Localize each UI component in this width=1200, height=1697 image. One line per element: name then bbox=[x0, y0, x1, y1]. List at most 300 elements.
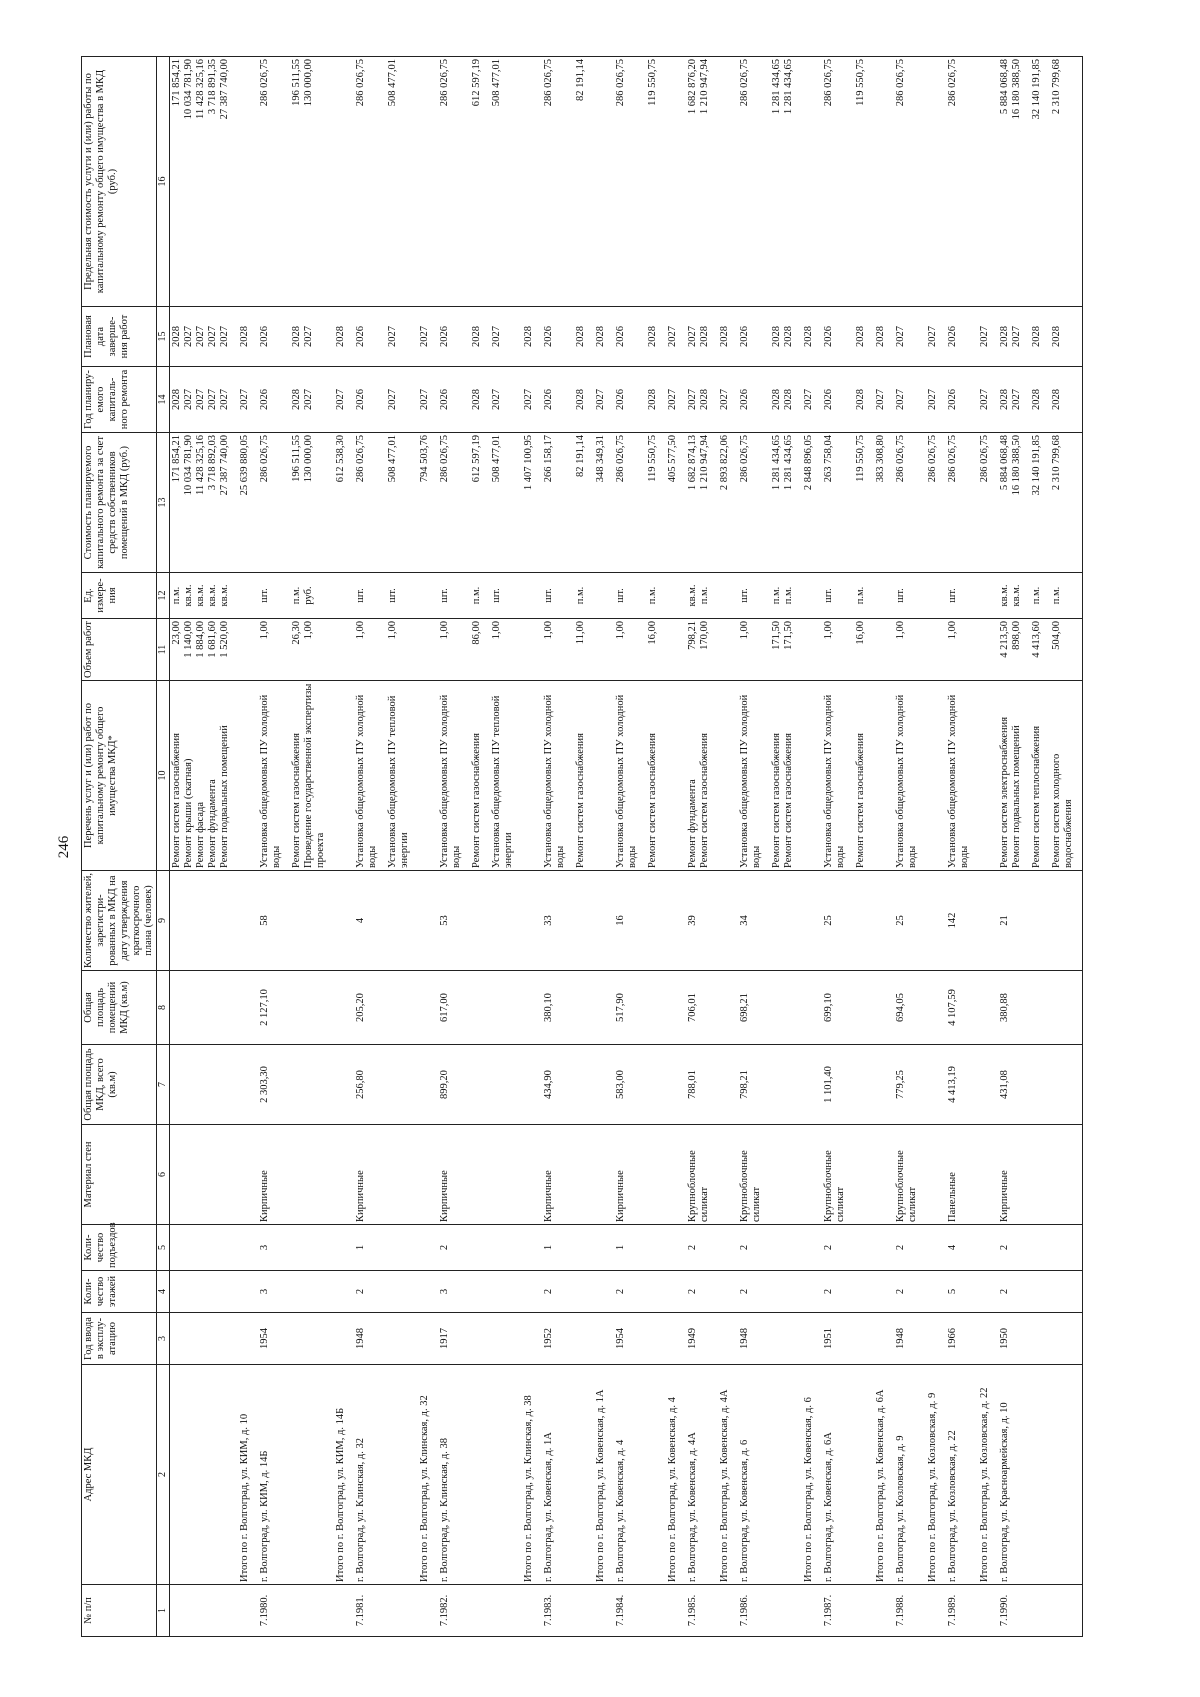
cell-residents bbox=[238, 871, 258, 971]
cell-repair-cost: 2 848 896,05 bbox=[802, 433, 822, 573]
table-row bbox=[334, 57, 354, 1637]
cell-residents bbox=[770, 871, 802, 971]
cell-completion-date: 2026 bbox=[258, 307, 290, 367]
cell-completion-date: 2026 bbox=[614, 307, 646, 367]
cell-premises-area bbox=[290, 971, 334, 1045]
cell-floors: 2 bbox=[542, 1271, 574, 1313]
column-number: 12 bbox=[157, 573, 170, 619]
cell-entrances bbox=[418, 1225, 438, 1271]
cell-year-built bbox=[854, 1313, 874, 1365]
cell-entrances bbox=[522, 1225, 542, 1271]
cell-works-list: Установка общедомовых ПУ холодной воды bbox=[354, 681, 386, 871]
cell-completion-date: 2028 2028 bbox=[770, 307, 802, 367]
cell-works-list: Установка общедомовых ПУ холодной воды bbox=[438, 681, 470, 871]
cell-work-volume bbox=[926, 619, 946, 681]
cell-row-number: 7.1989. bbox=[946, 1585, 978, 1637]
cell-completion-date: 2027 bbox=[666, 307, 686, 367]
cell-row-number bbox=[926, 1585, 946, 1637]
table-row bbox=[978, 57, 998, 1637]
cell-wall-material bbox=[874, 1125, 894, 1225]
cell-residents: 21 bbox=[998, 871, 1030, 971]
cell-floors: 2 bbox=[354, 1271, 386, 1313]
cell-repair-year: 2028 bbox=[854, 367, 874, 433]
cell-completion-date: 2028 bbox=[522, 307, 542, 367]
cell-wall-material: Кирпичные bbox=[998, 1125, 1030, 1225]
cell-total-area: 1 101,40 bbox=[822, 1045, 854, 1125]
table-row bbox=[522, 57, 542, 1637]
cell-total-area bbox=[574, 1045, 594, 1125]
cell-unit: кв.м. п.м. bbox=[686, 573, 718, 619]
cell-wall-material bbox=[290, 1125, 334, 1225]
cell-repair-cost: 119 550,75 bbox=[646, 433, 666, 573]
cell-work-volume bbox=[522, 619, 542, 681]
cell-cost-limit: 286 026,75 bbox=[258, 57, 290, 307]
cell-completion-date: 2028 bbox=[594, 307, 614, 367]
cell-entrances bbox=[594, 1225, 614, 1271]
cell-residents bbox=[418, 871, 438, 971]
cell-year-built: 1966 bbox=[946, 1313, 978, 1365]
header-cell: Коли-чество этажей bbox=[82, 1271, 157, 1313]
cell-repair-cost: 286 026,75 bbox=[738, 433, 770, 573]
cell-total-area bbox=[666, 1045, 686, 1125]
cell-year-built: 1917 bbox=[438, 1313, 470, 1365]
cell-work-volume: 1,00 bbox=[614, 619, 646, 681]
cell-total-area: 2 303,30 bbox=[258, 1045, 290, 1125]
cell-wall-material bbox=[926, 1125, 946, 1225]
page-number: 246 bbox=[56, 835, 72, 859]
cell-total-area: 256,80 bbox=[354, 1045, 386, 1125]
cell-repair-cost: 1 407 100,95 bbox=[522, 433, 542, 573]
cell-entrances: 1 bbox=[614, 1225, 646, 1271]
cell-row-number bbox=[594, 1585, 614, 1637]
cell-address: г. Волгоград, ул. Красноармейская, д. 10 bbox=[998, 1365, 1030, 1585]
cell-total-area bbox=[802, 1045, 822, 1125]
cell-total-area: 899,20 bbox=[438, 1045, 470, 1125]
header-cell: Общая площадь помещений МКД (кв.м) bbox=[82, 971, 157, 1045]
cell-entrances: 2 bbox=[686, 1225, 718, 1271]
cell-premises-area bbox=[854, 971, 874, 1045]
cell-wall-material bbox=[770, 1125, 802, 1225]
cell-completion-date: 2026 bbox=[822, 307, 854, 367]
cell-unit: шт. bbox=[490, 573, 522, 619]
cell-premises-area: 2 127,10 bbox=[258, 971, 290, 1045]
cell-wall-material bbox=[522, 1125, 542, 1225]
cell-entrances: 2 bbox=[738, 1225, 770, 1271]
cell-work-volume bbox=[334, 619, 354, 681]
cell-cost-limit: 196 511,55 130 000,00 bbox=[290, 57, 334, 307]
cell-year-built bbox=[770, 1313, 802, 1365]
cell-repair-year: 2027 bbox=[802, 367, 822, 433]
cell-residents bbox=[854, 871, 874, 971]
cell-floors bbox=[418, 1271, 438, 1313]
header-cell: Предельная стоимость услуги и (или) работы по капитальному ремонту общего имущества в МКД (руб.) bbox=[82, 57, 157, 307]
cell-cost-limit bbox=[522, 57, 542, 307]
cell-works-list bbox=[926, 681, 946, 871]
cell-works-list: Установка общедомовых ПУ холодной воды bbox=[822, 681, 854, 871]
cell-entrances: 2 bbox=[998, 1225, 1030, 1271]
table-row bbox=[490, 57, 522, 1637]
cell-address: Итого по г. Волгоград, ул. Ковенская, д. 1А bbox=[594, 1365, 614, 1585]
column-number: 5 bbox=[157, 1225, 170, 1271]
cell-row-number: 7.1985. bbox=[686, 1585, 718, 1637]
cell-repair-year: 2027 bbox=[490, 367, 522, 433]
cell-works-list bbox=[718, 681, 738, 871]
cell-cost-limit: 286 026,75 bbox=[438, 57, 470, 307]
cell-unit: п.м. п.м. bbox=[770, 573, 802, 619]
table-row bbox=[718, 57, 738, 1637]
cell-unit bbox=[978, 573, 998, 619]
cell-premises-area bbox=[1030, 971, 1050, 1045]
cell-total-area bbox=[874, 1045, 894, 1125]
cell-repair-year: 2027 bbox=[926, 367, 946, 433]
cell-wall-material: Кирпичные bbox=[438, 1125, 470, 1225]
cell-work-volume: 1,00 bbox=[354, 619, 386, 681]
cell-works-list: Ремонт систем газоснабжения bbox=[646, 681, 666, 871]
cell-total-area: 788,01 bbox=[686, 1045, 718, 1125]
cell-work-volume: 504,00 bbox=[1050, 619, 1083, 681]
cell-premises-area: 4 107,59 bbox=[946, 971, 978, 1045]
cell-works-list: Ремонт систем электроснабжения Ремонт подвальных помещений bbox=[998, 681, 1030, 871]
cell-work-volume: 16,00 bbox=[854, 619, 874, 681]
cell-cost-limit: 5 884 068,48 16 180 388,50 bbox=[998, 57, 1030, 307]
cell-residents: 142 bbox=[946, 871, 978, 971]
cell-work-volume: 26,30 1,00 bbox=[290, 619, 334, 681]
header-cell: Общая площадь МКД, всего (кв.м) bbox=[82, 1045, 157, 1125]
cell-completion-date: 2027 bbox=[386, 307, 418, 367]
cell-floors bbox=[646, 1271, 666, 1313]
cell-cost-limit: 119 550,75 bbox=[646, 57, 666, 307]
cell-year-built bbox=[874, 1313, 894, 1365]
cell-total-area: 779,25 bbox=[894, 1045, 926, 1125]
cell-unit: кв.м. кв.м. bbox=[998, 573, 1030, 619]
cell-completion-date: 2027 bbox=[978, 307, 998, 367]
cell-works-list bbox=[238, 681, 258, 871]
cell-cost-limit: 286 026,75 bbox=[894, 57, 926, 307]
cell-repair-cost: 286 026,75 bbox=[438, 433, 470, 573]
table-row bbox=[998, 57, 1030, 1637]
cell-completion-date: 2027 bbox=[490, 307, 522, 367]
cell-completion-date: 2028 2027 bbox=[998, 307, 1030, 367]
cell-completion-date: 2026 bbox=[354, 307, 386, 367]
column-number: 10 bbox=[157, 681, 170, 871]
cell-floors bbox=[1050, 1271, 1083, 1313]
cell-repair-year: 2027 2028 bbox=[686, 367, 718, 433]
cell-completion-date: 2028 bbox=[574, 307, 594, 367]
cell-repair-cost: 794 503,76 bbox=[418, 433, 438, 573]
cell-repair-cost: 2 893 822,06 bbox=[718, 433, 738, 573]
cell-works-list: Ремонт фундамента Ремонт систем газоснабжения bbox=[686, 681, 718, 871]
cell-row-number bbox=[470, 1585, 490, 1637]
cell-completion-date: 2027 bbox=[926, 307, 946, 367]
cell-wall-material bbox=[238, 1125, 258, 1225]
cell-total-area bbox=[978, 1045, 998, 1125]
column-number: 14 bbox=[157, 367, 170, 433]
cell-address: г. Волгоград, ул. Козловская, д. 9 bbox=[894, 1365, 926, 1585]
cell-year-built bbox=[470, 1313, 490, 1365]
cell-address bbox=[646, 1365, 666, 1585]
cell-works-list: Ремонт систем газоснабжения Ремонт систем газоснабжения bbox=[770, 681, 802, 871]
cell-unit bbox=[802, 573, 822, 619]
cell-work-volume: 1,00 bbox=[542, 619, 574, 681]
cell-cost-limit bbox=[334, 57, 354, 307]
cell-residents bbox=[874, 871, 894, 971]
cell-row-number bbox=[574, 1585, 594, 1637]
cell-works-list: Ремонт систем газоснабжения bbox=[470, 681, 490, 871]
header-cell: Год планиру-емого капиталь-ного ремонта bbox=[82, 367, 157, 433]
cell-premises-area bbox=[522, 971, 542, 1045]
cell-row-number bbox=[854, 1585, 874, 1637]
cell-wall-material bbox=[718, 1125, 738, 1225]
cell-row-number: 7.1986. bbox=[738, 1585, 770, 1637]
cell-cost-limit: 508 477,01 bbox=[490, 57, 522, 307]
cell-row-number: 7.1980. bbox=[258, 1585, 290, 1637]
cell-year-built bbox=[290, 1313, 334, 1365]
cell-address bbox=[290, 1365, 334, 1585]
cell-wall-material bbox=[470, 1125, 490, 1225]
cell-floors: 5 bbox=[946, 1271, 978, 1313]
cell-floors bbox=[854, 1271, 874, 1313]
cell-unit bbox=[522, 573, 542, 619]
cell-year-built: 1954 bbox=[614, 1313, 646, 1365]
cell-total-area bbox=[522, 1045, 542, 1125]
cell-row-number bbox=[290, 1585, 334, 1637]
cell-cost-limit bbox=[666, 57, 686, 307]
cell-year-built bbox=[802, 1313, 822, 1365]
cell-floors bbox=[522, 1271, 542, 1313]
cell-premises-area bbox=[490, 971, 522, 1045]
cell-unit: п.м. bbox=[1050, 573, 1083, 619]
cell-residents bbox=[522, 871, 542, 971]
cell-premises-area bbox=[718, 971, 738, 1045]
cell-premises-area bbox=[470, 971, 490, 1045]
cell-unit: п.м. bbox=[574, 573, 594, 619]
cell-residents: 53 bbox=[438, 871, 470, 971]
column-number: 15 bbox=[157, 307, 170, 367]
cell-floors bbox=[594, 1271, 614, 1313]
cell-premises-area bbox=[574, 971, 594, 1045]
cell-entrances bbox=[666, 1225, 686, 1271]
cell-cost-limit: 508 477,01 bbox=[386, 57, 418, 307]
header-cell: Перечень услуг и (или) работ по капитальному ремонту общего имущества МКД* bbox=[82, 681, 157, 871]
cell-total-area bbox=[334, 1045, 354, 1125]
table-row bbox=[646, 57, 666, 1637]
cell-work-volume bbox=[802, 619, 822, 681]
cell-repair-cost: 612 538,30 bbox=[334, 433, 354, 573]
cell-cost-limit: 2 310 799,68 bbox=[1050, 57, 1083, 307]
cell-year-built: 1952 bbox=[542, 1313, 574, 1365]
cell-address bbox=[854, 1365, 874, 1585]
header-cell: Плановая дата заверше-ния работ bbox=[82, 307, 157, 367]
cell-entrances: 1 bbox=[354, 1225, 386, 1271]
cell-entrances bbox=[770, 1225, 802, 1271]
cell-total-area bbox=[926, 1045, 946, 1125]
cell-entrances bbox=[574, 1225, 594, 1271]
cell-floors bbox=[490, 1271, 522, 1313]
column-number: 4 bbox=[157, 1271, 170, 1313]
cell-work-volume: 1,00 bbox=[822, 619, 854, 681]
cell-year-built bbox=[386, 1313, 418, 1365]
cell-works-list: Ремонт систем газоснабжения Ремонт крыши (скатная) Ремонт фасада Ремонт фундамента Ремонт подвальных помещений bbox=[170, 681, 239, 871]
cell-works-list: Установка общедомовых ПУ тепловой энергии bbox=[386, 681, 418, 871]
cell-unit: шт. bbox=[354, 573, 386, 619]
cell-completion-date: 2028 bbox=[238, 307, 258, 367]
table-row bbox=[802, 57, 822, 1637]
cell-works-list: Ремонт систем газоснабжения bbox=[574, 681, 594, 871]
cell-address: г. Волгоград, ул. Ковенская, д. 1А bbox=[542, 1365, 574, 1585]
cell-wall-material: Крупноблочные силикат bbox=[822, 1125, 854, 1225]
cell-unit: шт. bbox=[438, 573, 470, 619]
cell-floors: 2 bbox=[998, 1271, 1030, 1313]
cell-completion-date: 2028 bbox=[718, 307, 738, 367]
cell-address bbox=[490, 1365, 522, 1585]
cell-cost-limit: 119 550,75 bbox=[854, 57, 874, 307]
cell-completion-date: 2027 bbox=[418, 307, 438, 367]
cell-unit: шт. bbox=[542, 573, 574, 619]
cell-row-number bbox=[418, 1585, 438, 1637]
cell-year-built: 1948 bbox=[738, 1313, 770, 1365]
cell-row-number bbox=[802, 1585, 822, 1637]
cell-works-list: Установка общедомовых ПУ холодной воды bbox=[542, 681, 574, 871]
cell-floors: 2 bbox=[894, 1271, 926, 1313]
cell-wall-material: Крупноблочные силикат bbox=[894, 1125, 926, 1225]
cell-wall-material: Кирпичные bbox=[542, 1125, 574, 1225]
cell-entrances: 1 bbox=[542, 1225, 574, 1271]
cell-unit: п.м. руб. bbox=[290, 573, 334, 619]
table-row bbox=[238, 57, 258, 1637]
cell-repair-year: 2026 bbox=[354, 367, 386, 433]
cell-residents bbox=[490, 871, 522, 971]
cell-year-built bbox=[926, 1313, 946, 1365]
cell-address: г. Волгоград, ул. Ковенская, д. 4А bbox=[686, 1365, 718, 1585]
cell-repair-cost: 1 281 434,65 1 281 434,65 bbox=[770, 433, 802, 573]
header-cell: № п/п bbox=[82, 1585, 157, 1637]
cell-address: Итого по г. Волгоград, ул. Ковенская, д. 6А bbox=[874, 1365, 894, 1585]
cell-cost-limit bbox=[418, 57, 438, 307]
cell-works-list: Ремонт систем холодного водоснабжения bbox=[1050, 681, 1083, 871]
cell-floors bbox=[718, 1271, 738, 1313]
cell-completion-date: 2026 bbox=[946, 307, 978, 367]
cell-residents: 25 bbox=[822, 871, 854, 971]
table-row bbox=[1050, 57, 1083, 1637]
cell-cost-limit: 82 191,14 bbox=[574, 57, 594, 307]
cell-row-number bbox=[718, 1585, 738, 1637]
cell-unit: п.м. bbox=[646, 573, 666, 619]
table-row bbox=[354, 57, 386, 1637]
cell-works-list: Установка общедомовых ПУ холодной воды bbox=[894, 681, 926, 871]
cell-unit bbox=[238, 573, 258, 619]
cell-works-list bbox=[874, 681, 894, 871]
header-cell: Год ввода в эксплу-атацию bbox=[82, 1313, 157, 1365]
cell-address bbox=[770, 1365, 802, 1585]
cell-cost-limit: 32 140 191,85 bbox=[1030, 57, 1050, 307]
cell-premises-area bbox=[386, 971, 418, 1045]
cell-repair-year: 2027 bbox=[386, 367, 418, 433]
cell-work-volume: 1,00 bbox=[738, 619, 770, 681]
cell-residents bbox=[594, 871, 614, 971]
column-number: 7 bbox=[157, 1045, 170, 1125]
header-cell: Адрес МКД bbox=[82, 1365, 157, 1585]
cell-row-number bbox=[874, 1585, 894, 1637]
cell-cost-limit: 286 026,75 bbox=[614, 57, 646, 307]
cell-entrances: 4 bbox=[946, 1225, 978, 1271]
cell-row-number: 7.1988. bbox=[894, 1585, 926, 1637]
cell-entrances: 2 bbox=[438, 1225, 470, 1271]
cell-repair-year: 2028 bbox=[1050, 367, 1083, 433]
cell-wall-material bbox=[170, 1125, 239, 1225]
cell-entrances bbox=[978, 1225, 998, 1271]
cell-premises-area bbox=[170, 971, 239, 1045]
cell-address: Итого по г. Волгоград, ул. КИМ, д. 14Б bbox=[334, 1365, 354, 1585]
cell-wall-material bbox=[854, 1125, 874, 1225]
cell-cost-limit: 171 854,21 10 034 781,90 11 428 325,16 3 718 891,35 27 387 740,00 bbox=[170, 57, 239, 307]
cell-address bbox=[470, 1365, 490, 1585]
cell-total-area bbox=[290, 1045, 334, 1125]
cell-works-list bbox=[666, 681, 686, 871]
header-cell: Количество жителей, зарегистри-рованных в МКД на дату утверждения краткосрочного плана (человек) bbox=[82, 871, 157, 971]
table-row bbox=[574, 57, 594, 1637]
cell-address: Итого по г. Волгоград, ул. Козловская, д. 9 bbox=[926, 1365, 946, 1585]
header-cell: Ед. измере-ния bbox=[82, 573, 157, 619]
cell-works-list: Ремонт систем газоснабжения Проведение государственной экспертизы проекта bbox=[290, 681, 334, 871]
table-row bbox=[926, 57, 946, 1637]
cell-address: г. Волгоград, ул. Ковенская, д. 4 bbox=[614, 1365, 646, 1585]
cell-work-volume: 1,00 bbox=[490, 619, 522, 681]
cell-work-volume: 11,00 bbox=[574, 619, 594, 681]
cell-floors: 2 bbox=[686, 1271, 718, 1313]
cell-year-built: 1950 bbox=[998, 1313, 1030, 1365]
cell-total-area: 431,08 bbox=[998, 1045, 1030, 1125]
cell-repair-year: 2028 2027 2027 2027 2027 bbox=[170, 367, 239, 433]
cell-address bbox=[1050, 1365, 1083, 1585]
cell-cost-limit: 1 281 434,65 1 281 434,65 bbox=[770, 57, 802, 307]
cell-completion-date: 2026 bbox=[738, 307, 770, 367]
cell-year-built bbox=[594, 1313, 614, 1365]
cell-wall-material: Панельные bbox=[946, 1125, 978, 1225]
cell-repair-year: 2026 bbox=[258, 367, 290, 433]
cell-repair-cost: 286 026,75 bbox=[926, 433, 946, 573]
cell-repair-year: 2027 bbox=[718, 367, 738, 433]
cell-entrances bbox=[646, 1225, 666, 1271]
cell-total-area bbox=[238, 1045, 258, 1125]
cell-work-volume: 798,21 170,00 bbox=[686, 619, 718, 681]
cell-wall-material: Кирпичные bbox=[354, 1125, 386, 1225]
cell-row-number bbox=[522, 1585, 542, 1637]
cell-address: г. Волгоград, ул. Ковенская, д. 6 bbox=[738, 1365, 770, 1585]
header-cell: Коли-чество подъездов bbox=[82, 1225, 157, 1271]
cell-floors bbox=[170, 1271, 239, 1313]
cell-row-number: 7.1990. bbox=[998, 1585, 1030, 1637]
cell-works-list: Установка общедомовых ПУ холодной воды bbox=[614, 681, 646, 871]
cell-floors bbox=[770, 1271, 802, 1313]
cell-repair-year: 2027 bbox=[666, 367, 686, 433]
cell-entrances bbox=[470, 1225, 490, 1271]
column-number: 9 bbox=[157, 871, 170, 971]
cell-total-area bbox=[1030, 1045, 1050, 1125]
cell-completion-date: 2028 bbox=[854, 307, 874, 367]
cell-total-area bbox=[646, 1045, 666, 1125]
cell-premises-area bbox=[926, 971, 946, 1045]
cell-wall-material bbox=[418, 1125, 438, 1225]
cell-premises-area: 205,20 bbox=[354, 971, 386, 1045]
cell-unit: шт. bbox=[822, 573, 854, 619]
cell-cost-limit: 286 026,75 bbox=[946, 57, 978, 307]
cell-residents bbox=[926, 871, 946, 971]
cell-repair-cost: 5 884 068,48 16 180 388,50 bbox=[998, 433, 1030, 573]
cell-work-volume: 1,00 bbox=[438, 619, 470, 681]
table-row bbox=[1030, 57, 1050, 1637]
cell-work-volume bbox=[978, 619, 998, 681]
cell-total-area: 583,00 bbox=[614, 1045, 646, 1125]
